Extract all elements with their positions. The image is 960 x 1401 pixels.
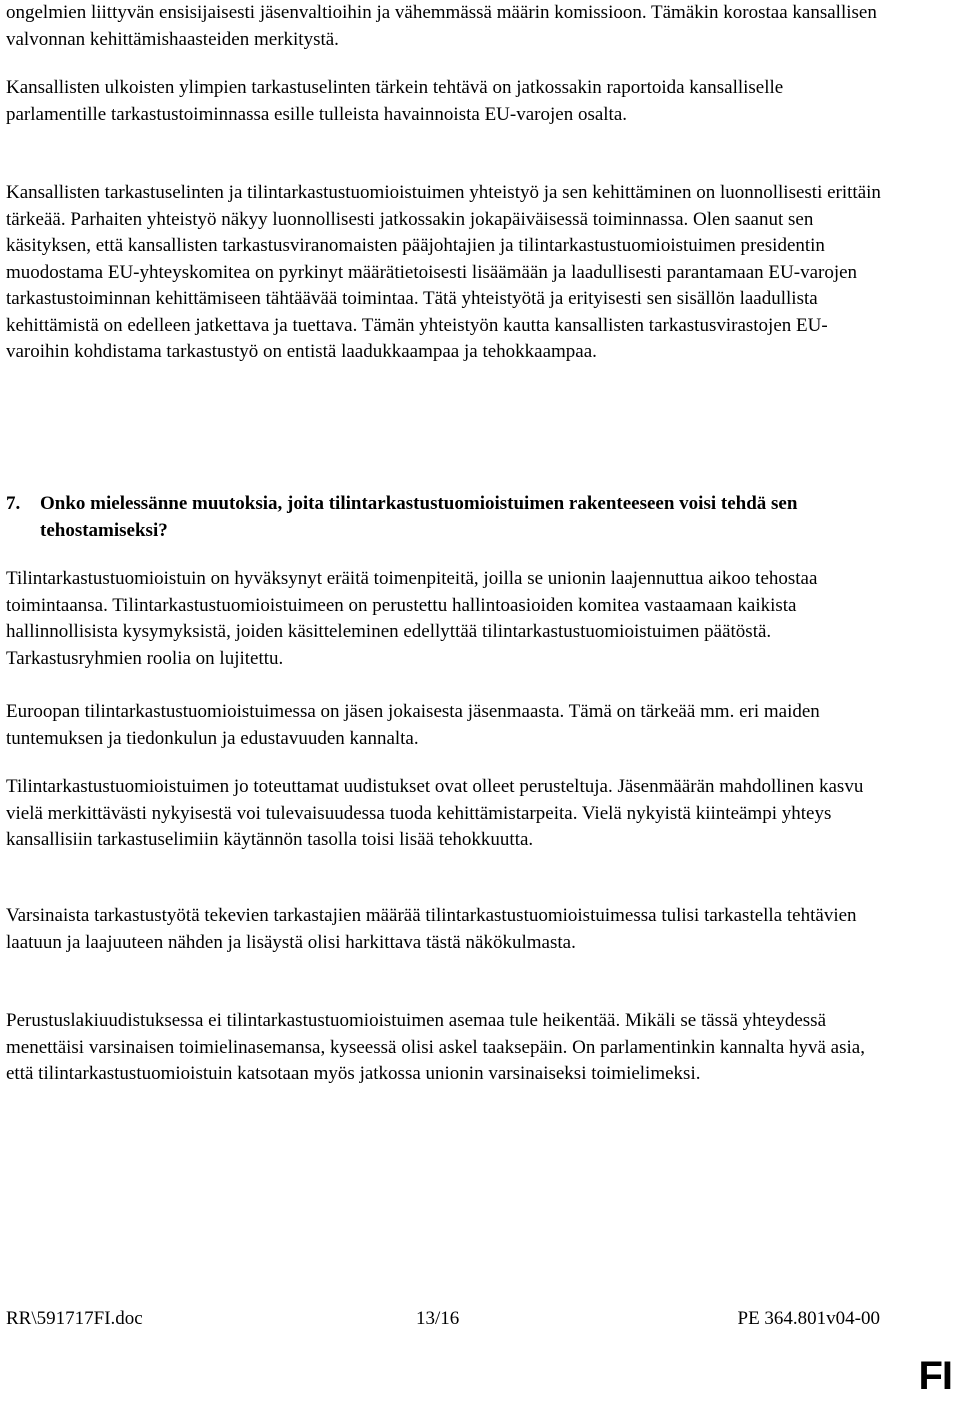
answer-paragraph-auditors: Varsinaista tarkastustyötä tekevien tarkastajien määrää tilintarkastustuomioistuimessa tulisi tarkastella tehtävien laatuun ja laajuuteen nähden ja lisäystä olisi harkittava tästä näkökulmasta.	[6, 905, 857, 953]
paragraph-continuation: ongelmien liittyvän ensisijaisesti jäsenvaltioihin ja vähemmässä määrin komissioon. Tämäkin korostaa kansallisen valvonnan kehittämishaasteiden merkitystä.	[6, 2, 877, 50]
language-code: FI	[918, 1354, 952, 1398]
paragraph-cooperation: Kansallisten tarkastuselinten ja tilintarkastustuomioistuimen yhteistyö ja sen kehittäminen on luonnollisesti erittäin tärkeää. Parhaiten yhteistyö näkyy luonnollisesti jatkossakin jokapäiväisessä toiminnassa. Olen saanut sen käsityksen, että kansallisten tarkastusviranomaisten pääjohtajien ja tilintarkastustuomioistuimen presidentin muodostama EU-yhteyskomitea on pyrkinyt määrätietoisesti lisäämään ja laadullisesti parantamaan EU-varojen tarkastustoiminnan kehittämiseen tähtäävää toimintaa. Tätä yhteistyötä ja erityisesti sen sisällön laadullista kehittämistä on edelleen jatkettava ja tuettava. Tämän yhteistyön kautta kansallisten tarkastusvirastojen EU-varoihin kohdistama tarkastustyö on entistä laadukkaampaa ja tehokkaampaa.	[6, 182, 881, 362]
footer-page-number: 13/16	[416, 1308, 460, 1329]
footer-pe-ref: PE 364.801v04-00	[737, 1308, 880, 1329]
answer-paragraph-reforms: Tilintarkastustuomioistuimen jo toteuttamat uudistukset ovat olleet perusteltuja. Jäsenmäärän mahdollinen kasvu vielä merkittävästi nykyisestä voi tulevaisuudessa tuoda kehittämistarpeita. Vielä nykyistä kiinteämpi yhteys kansallisiin tarkastuselimiin käytännön tasolla toisi lisää tehokkuutta.	[6, 776, 864, 850]
question-text: Onko mielessänne muutoksia, joita tilintarkastustuomioistuimen rakenteeseen voisi tehdä sen tehostamiseksi?	[40, 493, 798, 541]
answer-paragraph-measures: Tilintarkastustuomioistuin on hyväksynyt eräitä toimenpiteitä, joilla se unionin laajennuttua aikoo tehostaa toimintaansa. Tilintarkastustuomioistuimeen on perustettu hallintoasioiden komitea vastaamaan kaikista hallinnollisista kysymyksistä, joiden käsitteleminen edellyttää tilintarkastustuomioistuimen päätöstä. Tarkastusryhmien roolia on lujitettu.	[6, 568, 818, 669]
answer-paragraph-membership: Euroopan tilintarkastustuomioistuimessa on jäsen jokaisesta jäsenmaasta. Tämä on tärkeää mm. eri maiden tuntemuksen ja tiedonkulun ja edustavuuden kannalta.	[6, 701, 820, 749]
page-footer	[0, 1306, 960, 1332]
footer-doc-ref: RR\591717FI.doc	[6, 1308, 143, 1329]
paragraph-reporting: Kansallisten ulkoisten ylimpien tarkastuselinten tärkein tehtävä on jatkossakin raportoida kansalliselle parlamentille tarkastustoiminnassa esille tulleista havainnoista EU-varojen osalta.	[6, 77, 784, 125]
question-number: 7.	[6, 493, 21, 514]
answer-paragraph-constitution: Perustuslakiuudistuksessa ei tilintarkastustuomioistuimen asemaa tule heikentää. Mikäli se tässä yhteydessä menettäisi varsinaisen toimielinasemansa, kyseessä olisi askel taaksepäin. On parlamentinkin kannalta hyvä asia, että tilintarkastustuomioistuin katsotaan myös jatkossa unionin varsinaiseksi toimielimeksi.	[6, 1010, 865, 1084]
question-heading	[6, 491, 886, 544]
